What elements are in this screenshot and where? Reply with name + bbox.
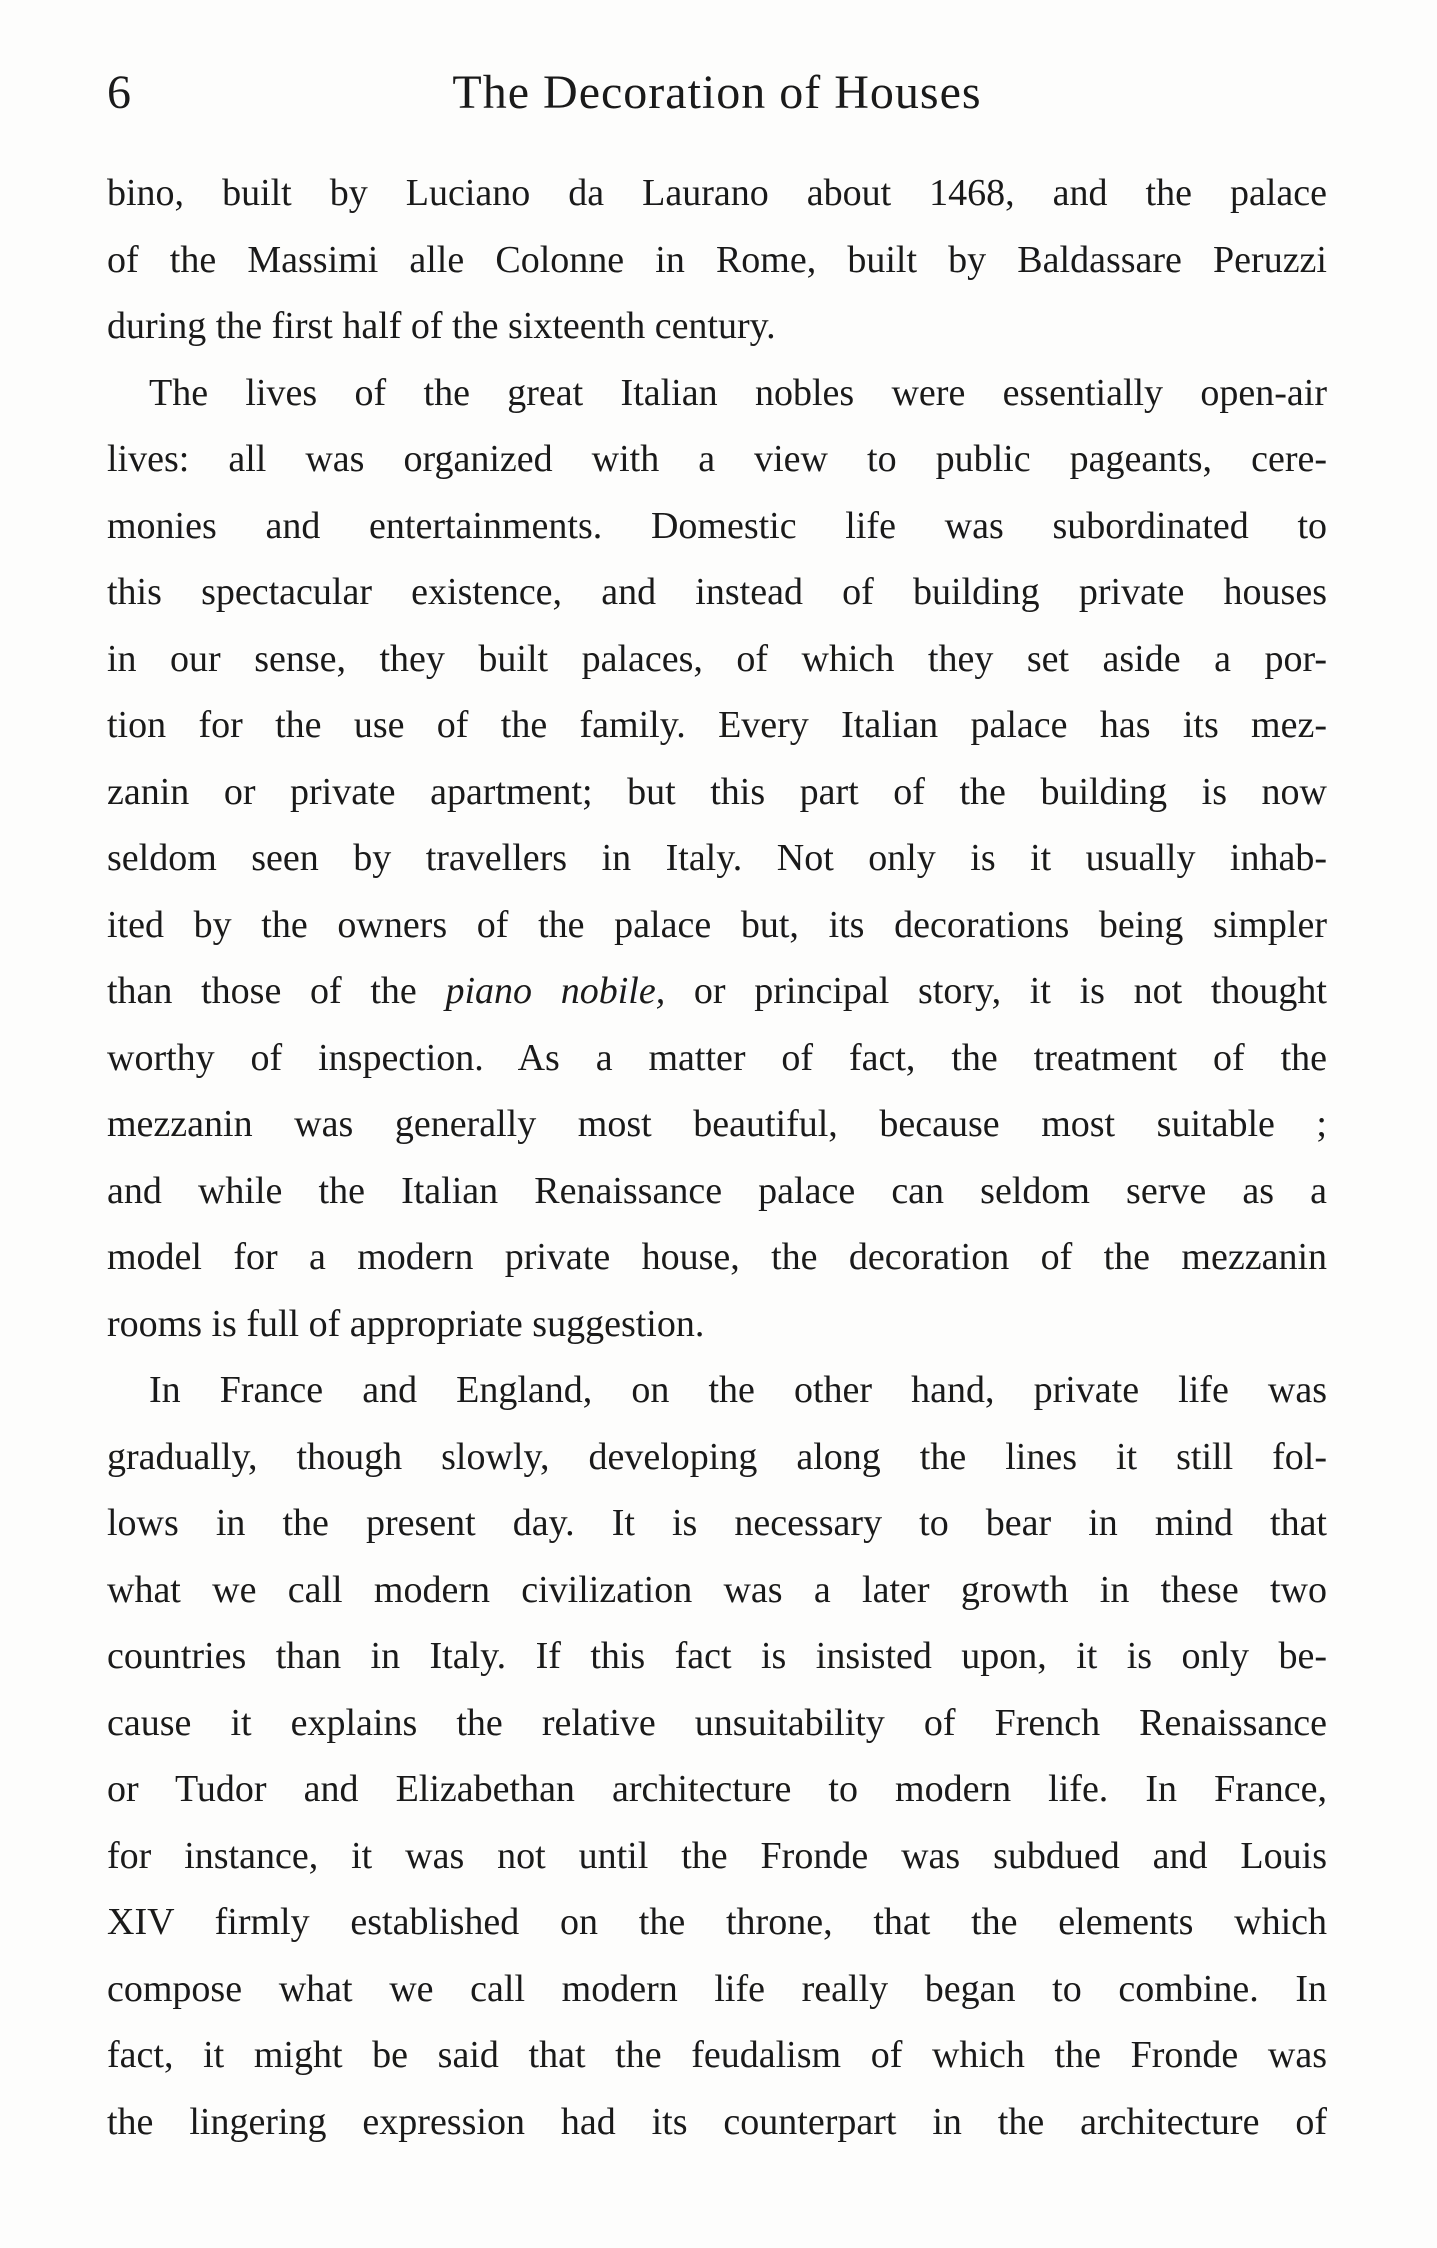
text-line: gradually, though slowly, developing along the lines it still fol- (107, 1435, 1327, 1478)
text-line: cause it explains the relative unsuitability of French Renaissance (107, 1701, 1327, 1744)
text-line: during the first half of the sixteenth century. (107, 305, 776, 347)
text-line: in our sense, they built palaces, of which they set aside a por- (107, 637, 1327, 680)
running-title: The Decoration of Houses (452, 66, 982, 119)
text-line: of the Massimi alle Colonne in Rome, built by Baldassare Peruzzi (107, 238, 1327, 281)
text-line: for instance, it was not until the Fronde was subdued and Louis (107, 1834, 1327, 1877)
text-line: zanin or private apartment; but this part of the building is now (107, 770, 1327, 813)
text-line: mezzanin was generally most beautiful, because most suitable ; (107, 1103, 1327, 1145)
text-segment: or principal story, it is not thought (665, 970, 1327, 1012)
text-line: lives: all was organized with a view to public pageants, cere- (107, 438, 1327, 480)
italic-term: piano nobile, (445, 970, 666, 1012)
text-line (107, 958, 1327, 1025)
text-line: bino, built by Luciano da Laurano about 1468, and the palace (107, 172, 1327, 214)
text-line: what we call modern civilization was a later growth in these two (107, 1568, 1327, 1611)
text-line: worthy of inspection. As a matter of fact, the treatment of the (107, 1036, 1327, 1079)
text-line: lows in the present day. It is necessary to bear in mind that (107, 1502, 1327, 1544)
text-line: model for a modern private house, the decoration of the mezzanin (107, 1236, 1327, 1278)
text-line: rooms is full of appropriate suggestion. (107, 1302, 705, 1345)
text-segment: than those of the (107, 970, 446, 1012)
page-number: 6 (107, 66, 131, 119)
text-line: this spectacular existence, and instead of building private houses (107, 571, 1327, 613)
text-line: XIV firmly established on the throne, that the elements which (107, 1901, 1327, 1943)
text-line: countries than in Italy. If this fact is insisted upon, it is only be- (107, 1635, 1327, 1677)
text-line: seldom seen by travellers in Italy. Not only is it usually inhab- (107, 837, 1327, 879)
body-text (107, 160, 1327, 2155)
text-line: or Tudor and Elizabethan architecture to modern life. In France, (107, 1768, 1327, 1810)
text-line: and while the Italian Renaissance palace can seldom serve as a (107, 1169, 1327, 1212)
text-line: compose what we call modern life really began to combine. In (107, 1967, 1327, 2010)
text-line: In France and England, on the other hand, private life was (149, 1369, 1327, 1411)
text-line: fact, it might be said that the feudalism of which the Fronde was (107, 2034, 1327, 2076)
page-header (107, 58, 1327, 128)
text-line: monies and entertainments. Domestic life was subordinated to (107, 504, 1327, 547)
text-line: tion for the use of the family. Every Italian palace has its mez- (107, 704, 1327, 746)
text-line: ited by the owners of the palace but, its decorations being simpler (107, 903, 1327, 946)
text-line: the lingering expression had its counterpart in the architecture of (107, 2100, 1327, 2143)
text-line: The lives of the great Italian nobles were essentially open-air (149, 371, 1327, 414)
